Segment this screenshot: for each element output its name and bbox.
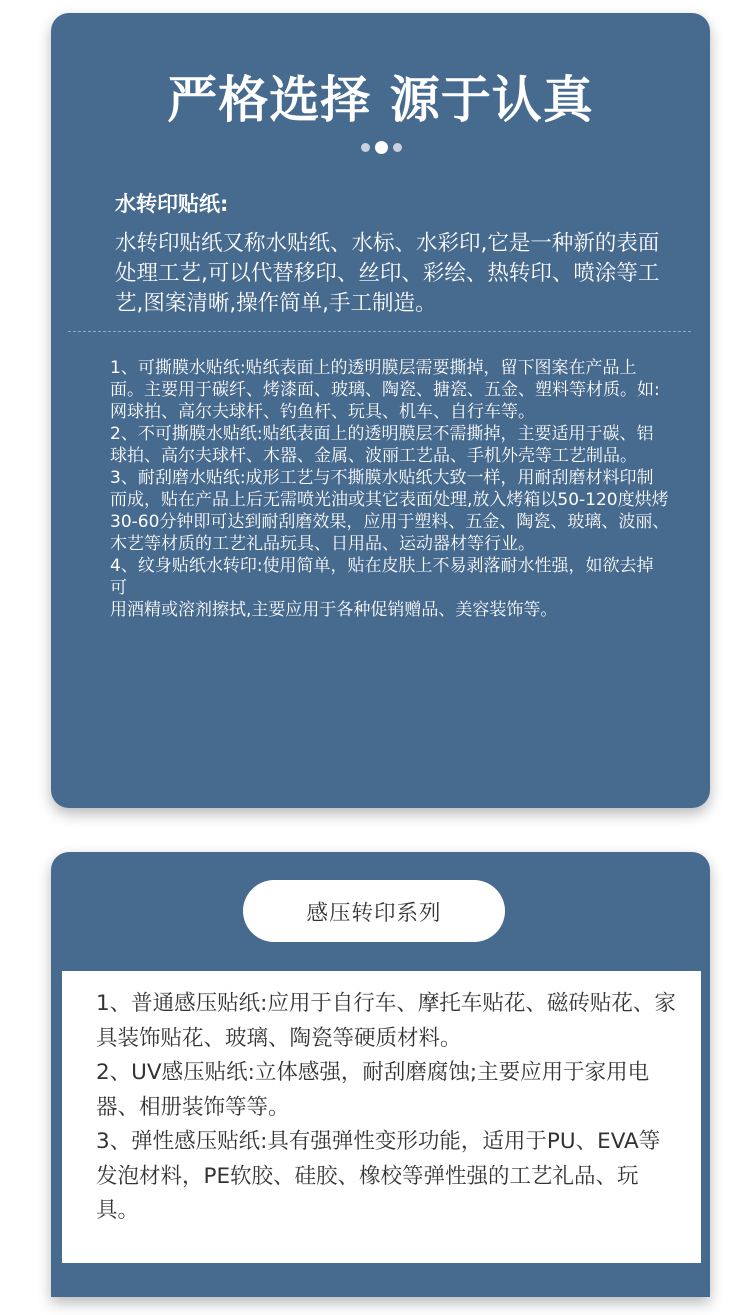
water-transfer-card — [51, 13, 710, 808]
panel-text — [96, 987, 676, 1229]
list-item: 2、UV感压贴纸:立体感强，耐刮磨腐蚀;主要应用于家用电器、相册装饰等等。 — [96, 1060, 650, 1120]
dot-indicator — [361, 143, 370, 152]
list-item: 3、弹性感压贴纸:具有强弹性变形功能，适用于PU、EVA等发泡材料，PE软胶、硅胶、橡校等弹性强的工艺礼品、玩具。 — [96, 1129, 661, 1223]
carousel-dots — [351, 139, 411, 155]
page-title: 严格选择 源于认真 — [167, 71, 594, 129]
detail-item: 用酒精或溶剂擦拭,主要应用于各种促销赠品、美容装饰等。 — [110, 600, 558, 620]
detail-item: 4、纹身贴纸水转印:使用简单，贴在皮肤上不易剥落耐水性强，如欲去掉可 — [110, 556, 654, 598]
section-subheading: 水转印贴纸: — [115, 192, 229, 216]
pressure-transfer-card — [51, 852, 710, 1297]
dashed-divider — [68, 331, 691, 332]
detail-item: 1、可撕膜水贴纸:贴纸表面上的透明膜层需要撕掉，留下图案在产品上面。主要用于碳纤、烤漆面、玻璃、陶瓷、搪瓷、五金、塑料等材质。如:网球拍、高尔夫球杆、钓鱼杆、玩具、机车、自行车等。 — [110, 358, 660, 422]
detail-item: 3、耐刮磨水贴纸:成形工艺与不撕膜水贴纸大致一样，用耐刮磨材料印制而成，贴在产品上后无需喷光油或其它表面处理,放入烤箱以50-120度烘烤30-60分钟即可达到耐刮磨效果，应用于塑料、五金、陶瓷、玻璃、波丽、木艺等材质的工艺礼品玩具、日用品、运动器材等行业。 — [110, 468, 670, 554]
dot-indicator — [393, 143, 402, 152]
pressure-transfer-panel — [62, 971, 701, 1263]
dot-indicator-active — [375, 141, 388, 154]
details-list — [110, 357, 670, 621]
list-item: 1、普通感压贴纸:应用于自行车、摩托车贴花、磁砖贴花、家具装饰贴花、玻璃、陶瓷等硬质材料。 — [96, 991, 676, 1051]
intro-paragraph: 水转印贴纸又称水贴纸、水标、水彩印,它是一种新的表面处理工艺,可以代替移印、丝印、彩绘、热转印、喷涂等工艺,图案清晰,操作简单,手工制造。 — [115, 231, 660, 316]
detail-item: 2、不可撕膜水贴纸:贴纸表面上的透明膜层不需撕掉，主要适用于碳、铝球拍、高尔夫球杆、木器、金属、波丽工艺品、手机外壳等工艺制品。 — [110, 424, 654, 466]
section-title-pill: 感压转印系列 — [243, 880, 505, 942]
